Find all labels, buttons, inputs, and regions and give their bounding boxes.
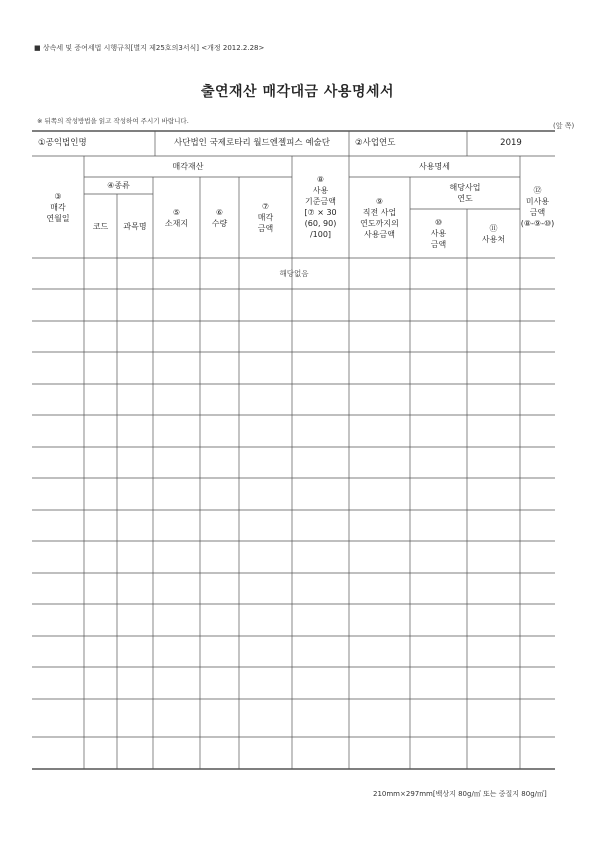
instruction-note: ※ 뒤쪽의 작성방법을 읽고 작성하여 주시기 바랍니다. bbox=[37, 117, 189, 125]
header-usage-detail: 사용명세 bbox=[419, 162, 450, 171]
header-sale-property: 매각재산 bbox=[172, 162, 204, 171]
header-use-place: ⑪ 사용처 bbox=[481, 223, 506, 244]
fiscal-year-value: 2019 bbox=[500, 138, 522, 148]
header-sale-amount: ⑦ 매각 금액 bbox=[257, 202, 274, 233]
org-name-value: 사단법인 국제로타리 월드엔젤피스 예술단 bbox=[174, 138, 330, 148]
header-code: 코드 bbox=[92, 221, 109, 231]
header-current-year: 해당사업 연도 bbox=[449, 183, 481, 203]
fiscal-year-label: ②사업연도 bbox=[355, 138, 396, 148]
header-kind: ④종류 bbox=[107, 181, 130, 190]
header-location: ⑤ 소재지 bbox=[164, 207, 189, 228]
org-name-label: ①공익법인명 bbox=[38, 138, 87, 148]
form-title: 출연재산 매각대금 사용명세서 bbox=[200, 84, 395, 100]
page-side-label: (앞 쪽) bbox=[553, 122, 575, 130]
header-base-amount: ⑧ 사용 기준금액 [⑦ × 30 (60, 90) /100] bbox=[304, 175, 337, 239]
header-sale-date: ③ 매각 연월일 bbox=[46, 191, 70, 223]
header-prior-use: ⑨ 직전 사업 연도까지의 사용금액 bbox=[360, 196, 399, 239]
header-item-name: 과목명 bbox=[123, 221, 147, 231]
no-data-note: 해당없음 bbox=[279, 269, 309, 278]
header-use-amount: ⑩ 사용 금액 bbox=[430, 218, 447, 249]
paper-spec-footer: 210mm×297mm[백상지 80g/㎡ 또는 중질지 80g/㎡] bbox=[373, 790, 547, 798]
header-quantity: ⑥ 수량 bbox=[211, 207, 228, 228]
form-reference-note: ■ 상속세 및 증여세법 시행규칙[별지 제25호의3서식] <개정 2012.2.28> bbox=[34, 44, 265, 52]
header-unused-amount: ⑫ 미사용 금액 (⑧-⑨-⑩) bbox=[520, 186, 555, 228]
